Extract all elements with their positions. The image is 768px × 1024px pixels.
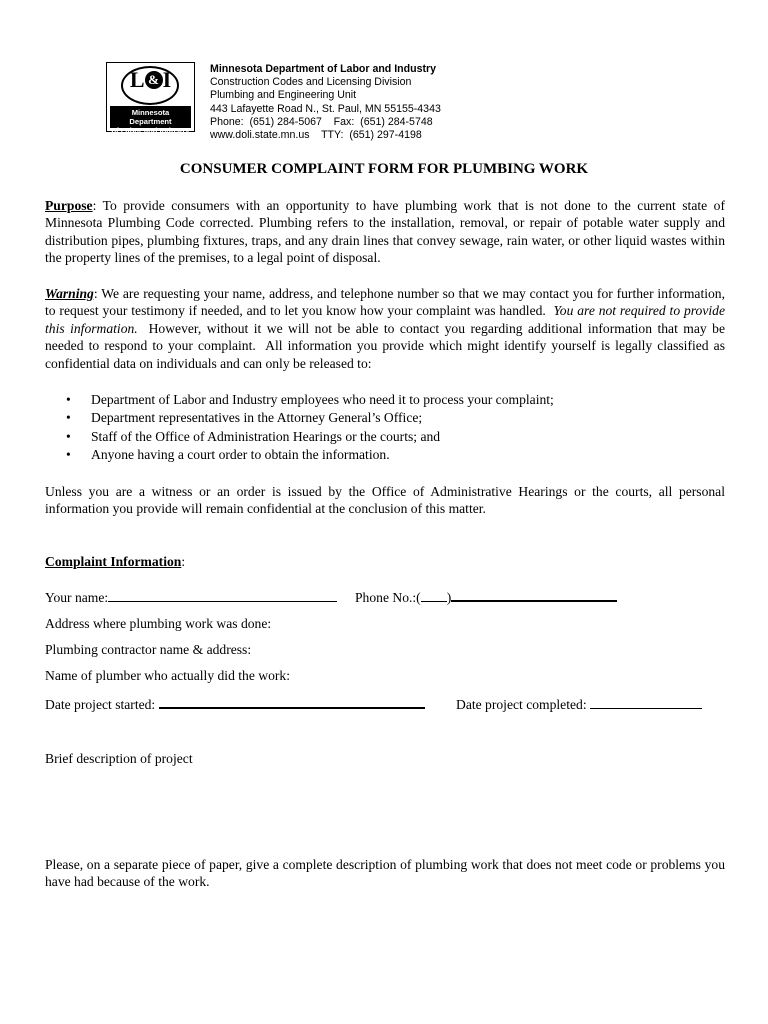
list-item: • Staff of the Office of Administration Hearings or the courts; and xyxy=(45,428,554,446)
list-item: • Department representatives in the Attorney General’s Office; xyxy=(45,409,554,427)
agency-unit: Plumbing and Engineering Unit xyxy=(210,89,357,102)
recipient-list xyxy=(45,391,554,464)
complaint-heading-line xyxy=(45,553,185,570)
logo-band-line1: Minnesota Department xyxy=(129,108,172,126)
list-item: • Anyone having a court order to obtain the information. xyxy=(45,446,554,464)
phone-label: Phone No.: xyxy=(355,590,417,605)
purpose-label: Purpose xyxy=(45,198,93,213)
your-name-label: Your name: xyxy=(45,590,109,605)
phone-row xyxy=(355,589,617,606)
agency-division: Construction Codes and Licensing Division xyxy=(210,76,412,89)
agency-web: www.doli.state.mn.us TTY: (651) 297-4198 xyxy=(210,129,422,142)
warning-text-before: : We are requesting your name, address, and telephone number so that we may contact you for further information, to request your testimony if needed, and to let you know how your complaint was handled. xyxy=(45,286,729,319)
agency-address: 443 Lafayette Road N., St. Paul, MN 55155-4343 xyxy=(210,102,441,115)
phone-area-open: ( xyxy=(416,590,421,605)
closing-note: Please, on a separate piece of paper, give a complete description of plumbing work that does not meet code or problems you have had because of the work. xyxy=(45,857,725,890)
date-completed-field[interactable] xyxy=(590,708,702,709)
date-started-label: Date project started: xyxy=(45,697,159,712)
logo-band-line2: of Labor and Industry xyxy=(111,126,190,135)
logo-letter-i: I xyxy=(162,67,172,92)
date-started-field[interactable] xyxy=(159,707,425,709)
agency-name: Minnesota Department of Labor and Industry xyxy=(210,63,437,75)
logo-ampersand: & xyxy=(145,71,163,89)
date-completed-label: Date project completed: xyxy=(456,697,590,712)
warning-text-italic: You are not required to provide this information. xyxy=(45,303,725,336)
list-item: • Department of Labor and Industry employees who need it to process your complaint; xyxy=(45,391,554,409)
department-logo xyxy=(106,62,195,135)
agency-phone: Phone: (651) 284-5067 Fax: (651) 284-5748 xyxy=(210,115,433,128)
agency-header xyxy=(210,63,441,142)
complaint-heading: Complaint Information xyxy=(45,554,182,569)
your-name-row xyxy=(45,589,337,606)
address-label: Address where plumbing work was done: xyxy=(45,616,272,631)
logo-letters xyxy=(107,67,194,93)
date-started-row xyxy=(45,696,425,713)
phone-area-close: ) xyxy=(446,590,452,605)
complaint-heading-colon: : xyxy=(181,554,186,569)
logo-letter-l: L xyxy=(129,67,145,92)
description-label: Brief description of project xyxy=(45,751,193,766)
plumber-label: Name of plumber who actually did the work: xyxy=(45,668,290,683)
confidential-note: Unless you are a witness or an order is issued by the Office of Administrative Hearings or the courts, all personal information you provide will remain confidential at the conclusion of this matter. xyxy=(45,484,725,517)
phone-number-field[interactable] xyxy=(451,600,617,602)
warning-text-after: However, without it we will not be able to contact you regarding additional information that may be needed to respond to your complaint. All information you provide which might identify yourself is legally classified as confidential data on individuals and can only be released to: xyxy=(45,320,729,371)
contractor-label: Plumbing contractor name & address: xyxy=(45,642,252,657)
warning-paragraph xyxy=(45,285,729,372)
your-name-field[interactable] xyxy=(108,601,337,602)
phone-area-code-field[interactable] xyxy=(421,601,447,602)
logo-band xyxy=(110,106,191,135)
warning-label: Warning xyxy=(45,286,94,301)
form-title: CONSUMER COMPLAINT FORM FOR PLUMBING WORK xyxy=(179,161,589,177)
purpose-text: : To provide consumers with an opportunity to have plumbing work that is not done to the current state of Minnesota Plumbing Code corrected. Plumbing refers to the installation, removal, or repair of potable water supply and distribution pipes, plumbing fixtures, traps, and any drain lines that convey sewage, rain water, or other liquid wastes within the property lines of the premises, to a legal point of disposal. xyxy=(45,198,725,266)
date-completed-row xyxy=(456,696,702,713)
purpose-paragraph xyxy=(45,197,725,267)
